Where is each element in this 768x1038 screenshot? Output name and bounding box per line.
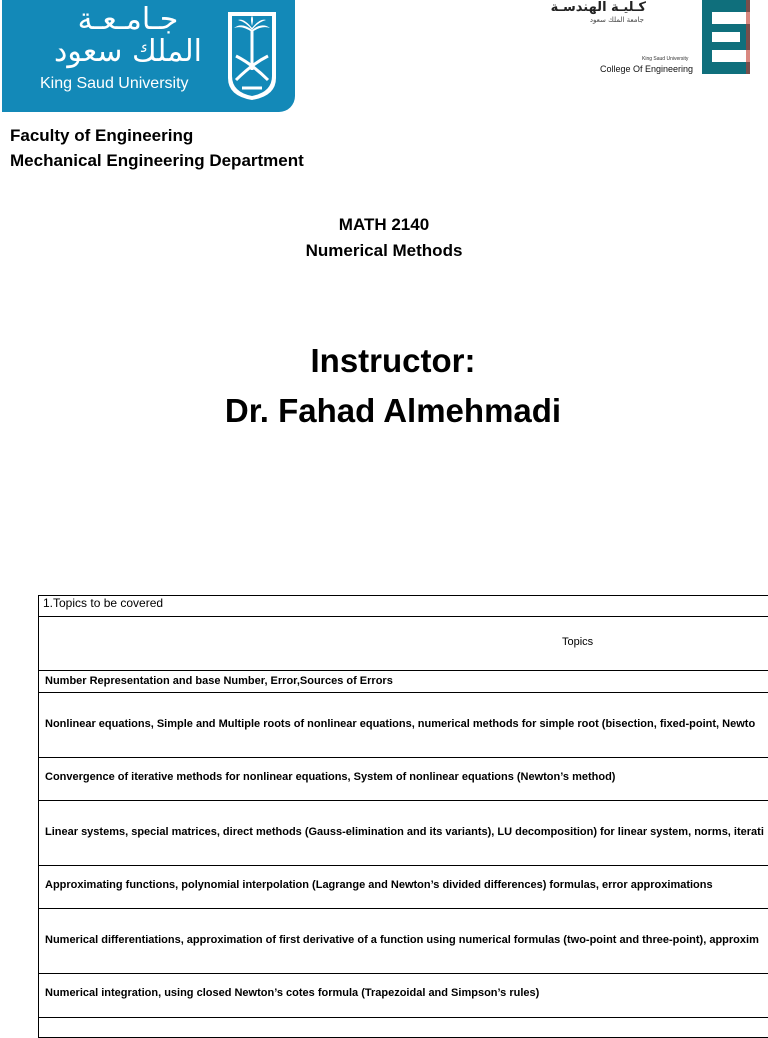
college-arabic-title: كـليـة الهندسـة: [550, 0, 646, 15]
ksu-arabic-line1: جـامـعـة: [77, 2, 179, 37]
column-header-topics: Topics: [562, 636, 594, 648]
course-code: MATH 2140: [338, 215, 430, 234]
topics-table: [38, 595, 768, 1038]
topic-cell: Number Representation and base Number, Error,Sources of Errors: [45, 675, 393, 687]
engineering-e-logo-icon: [696, 0, 756, 74]
table-row: [38, 801, 768, 866]
table-row: [38, 758, 768, 801]
table-heading-row: [38, 595, 768, 617]
topic-cell: Nonlinear equations, Simple and Multiple roots of nonlinear equations, numerical methods for simple root (bisection, fixed-point, Newto: [45, 718, 756, 730]
faculty-name: Faculty of Engineering: [10, 126, 194, 145]
topic-cell: Approximating functions, polynomial interpolation (Lagrange and Newton’s divided differences) formulas, error approximations: [45, 879, 713, 891]
table-row: [38, 693, 768, 758]
table-column-header-row: [38, 617, 768, 671]
ksu-arabic-line2: الملك سعود: [53, 34, 203, 69]
instructor-block: [0, 336, 768, 436]
ksu-logo: [2, 0, 295, 112]
topic-cell: Convergence of iterative methods for nonlinear equations, System of nonlinear equations (Newton’s method): [45, 771, 616, 783]
table-row: [38, 974, 768, 1018]
topic-cell: Numerical integration, using closed Newton’s cotes formula (Trapezoidal and Simpson’s rules): [45, 987, 540, 999]
table-row: [38, 671, 768, 693]
table-row: [38, 866, 768, 909]
college-ksu-small: King Saud University: [642, 56, 689, 62]
ksu-english-name: King Saud University: [40, 75, 189, 92]
college-english-name: College Of Engineering: [600, 64, 694, 74]
faculty-header: [10, 123, 304, 173]
table-row: [38, 1018, 768, 1038]
topic-cell: Linear systems, special matrices, direct methods (Gauss-elimination and its variants), LU decomposition) for linear system, norms, iterati: [45, 826, 764, 838]
department-name: Mechanical Engineering Department: [10, 151, 304, 170]
instructor-name: Dr. Fahad Almehmadi: [224, 392, 562, 429]
table-heading: 1.Topics to be covered: [43, 596, 164, 610]
topic-cell: Numerical differentiations, approximation of first derivative of a function using numerical formulas (two-point and three-point), approxim: [45, 934, 759, 946]
instructor-label: Instructor:: [310, 342, 476, 379]
course-block: [0, 212, 768, 264]
palm-swords-emblem-icon: [224, 8, 280, 102]
table-row: [38, 909, 768, 974]
college-logo: [550, 0, 768, 76]
college-arabic-subtitle: جامعة الملك سعود: [589, 16, 644, 24]
course-name: Numerical Methods: [305, 241, 463, 260]
